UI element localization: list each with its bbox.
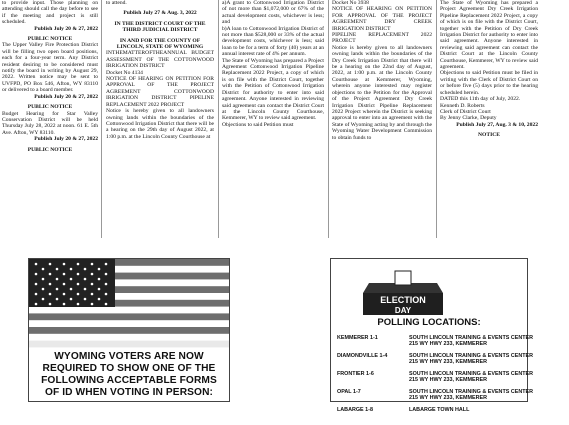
flag-star [84,278,87,281]
column-3 [222,0,324,238]
notice-heading: IN AND FOR THE COUNTY OF LINCOLN, STATE OF WYOMING [116,37,204,51]
publish-line: Publish July 20 & 27, 2022 [34,25,98,32]
notice-text: Clerk of District Court [440,108,491,115]
polling-address-line: 215 WY HWY 233, KEMMERER [409,377,487,384]
voter-id-line: REQUIRED TO SHOW ONE OF THE [42,363,216,374]
publish-line: Publish July 20 & 27, 2022 [34,93,98,100]
election-day-ad [330,258,533,413]
flag-star [35,303,38,306]
flag-star [98,278,101,281]
voter-id-message [29,351,229,399]
flag-star [70,288,73,291]
flag-stripe [29,313,229,320]
polling-address-line: 215 WY HWY 233, KEMMERER [409,359,487,366]
flag-star [63,263,66,266]
polling-row [337,407,519,425]
polling-address-line: 215 WY HWY 233, KEMMERER [409,341,487,348]
flag-star [105,293,108,296]
flag-star [70,268,73,271]
flag-icon [29,259,229,349]
polling-place: FRONTIER 1-6 [337,371,374,377]
notice-text: to attend. [106,0,127,6]
notice-text: DATED this 11th day of July, 2022. [440,96,521,103]
flag-star [49,283,52,286]
polling-row [337,389,533,407]
flag-star [49,273,52,276]
notice-text: Kenneth D. Roberts [440,102,485,109]
polling-place: KEMMERER 1-1 [337,335,378,341]
notice-text: Notice is hereby given to all landowners owning lands within the boundaries of the Dry Creek Irrigation District that there will be a hearing on the 22nd day of August, 2022, at 1:00 p.m. at the Lincoln County Courthouse at Kemmerer, Wyoming, wherein anyone interested may register objections to the Petition for the Approval of the Project Agreement Dry Creek Irrigation District Pipeline Replacement 2022 Project wherein the District is seeking approval to enter into an agreement with the State of Wyoming acting by and through the Wyoming Water Development Commission to obtain funds to [332,44,432,141]
polling-place: OPAL 1-7 [337,389,361,395]
column-rule [328,0,329,238]
flag-star [35,263,38,266]
polling-address-line: LABARGE TOWN HALL [409,407,470,413]
column-rule [101,0,102,238]
polling-title: POLLING LOCATIONS: [377,317,481,328]
notice-text: The State of Wyoming has prepared a Project Agreement Cottonwood Irrigation Pipeline Replacement 2022 Project, a copy of which is on file with the District Court, together with the Petition of Cottonwood Irrigation District for authority to enter into said agreement. Anyone interested in reviewing said agreement can contact the District Court at the Lincoln County Courthouse, Kemmerer, WY to review said agreement. [222,57,324,122]
flag-star [84,268,87,271]
logo-day-text: DAY [394,306,412,315]
notice-heading: PUBLIC NOTICE [27,104,73,111]
flag-star [77,283,80,286]
flag-star [56,288,59,291]
column-2 [106,0,214,238]
flag-star [84,288,87,291]
logo-election-text: ELECTION [380,295,426,305]
notice-heading: Publish July 27 & Aug. 3, 2022 [123,10,197,17]
notice-heading: NOTICE [477,132,501,139]
flag-star [105,303,108,306]
flag-star [56,298,59,301]
flag-star [91,293,94,296]
polling-address-line: SOUTH LINCOLN TRAINING & EVENTS CENTER [409,353,533,359]
american-flag-image [29,259,229,349]
flag-star [63,283,66,286]
notice-text: Notice is hereby given to all landowners owning lands within the boundaries of the Cottonwood Irrigation District that there will be a hearing on the 29th day of August 2022, at 1:00 p.m. at the Lincoln County Courthouse at [106,108,214,140]
notice-text: Docket No 3938 [332,0,369,6]
flag-star [105,273,108,276]
polling-address [409,407,569,413]
flag-star [91,273,94,276]
flag-stripe [29,327,229,334]
notice-text: Docket No 4134 [106,69,143,76]
flag-star [91,283,94,286]
publish-line: Publish July 20 & 27, 2022 [34,136,98,143]
flag-star [63,303,66,306]
notice-text: NOTICE OF HEARING ON PETITION FOR APPROVAL OF THE PROJECT AGREEMENT DRY CREEK IRRIGATION DISTRICT [332,6,432,32]
flag-star [105,263,108,266]
flag-star [56,268,59,271]
flag-star [98,288,101,291]
flag-star [42,288,45,291]
notice-heading: IN THE DISTRICT COURT OF THE THIRD JUDICIAL DISTRICT [114,20,206,34]
flag-star [77,303,80,306]
polling-address-line: SOUTH LINCOLN TRAINING & EVENTS CENTER [409,335,533,341]
publish-line: Publish July 27, Aug. 3 & 10, 2022 [456,121,538,128]
flag-star [70,298,73,301]
column-1 [2,0,98,238]
notice-text: b)A loan to Cottonwood Irrigation District of not more than $528,000 or 33% of the actual development costs, whichever is less; said loan to be for a term of forty (40) years at an annual interest rate of 4% per annum. [222,25,324,58]
column-rule [218,0,219,238]
flag-star [35,293,38,296]
flag-star [35,273,38,276]
flag-star [49,293,52,296]
notice-text: The State of Wyoming has prepared a Project Agreement Dry Creek Irrigation Pipeline Replacement 2022 Project, a copy of which is on file with the District Court, together with the Petition of Dry Creek Irrigation District for authority to enter into said agreement. Anyone interested in reviewing said agreement can contact the District Court at the Lincoln County Courthouse, Kemmerer, WY to review said agreement. [440,0,538,71]
flag-star [35,283,38,286]
notice-text: NOTICE OF HEARING ON PETITION FOR APPROVAL OF THE PROJECT AGREEMENT COTTONWOOD IRRIGATION DISTRICT PIPELINE REPLACEMENT 2022 PROJECT [106,76,214,108]
flag-star [98,268,101,271]
voter-id-line: WYOMING VOTERS ARE NOW [54,351,204,362]
notice-text: The Upper Valley Fire Protection District will be filling two open board positions, each for a four-year term. Any District resident desiring to be considered must notify the board in writing by August 29, 2022. Written notice may be sent to UVFPD, PO Box 546, Afton, WY 83110 or delivered to a board member. [2,42,98,94]
polling-address [409,353,569,365]
flag-star [42,298,45,301]
notice-heading: PUBLIC NOTICE [27,146,73,153]
voter-id-line: OF ID WHEN VOTING IN PERSON: [44,387,214,398]
notice-text: Budget Hearing for Star Valley Conservation District will be held Thursday July 28, 2022 at noon. 61 E. 5th Ave. Afton, WY 83110. [2,110,98,136]
column-4 [332,0,432,238]
polling-place: DIAMONDVILLE 1-4 [337,353,388,359]
polling-address [409,371,569,383]
flag-star [77,273,80,276]
polling-list [337,335,533,425]
flag-star [105,283,108,286]
column-rule [436,0,437,238]
flag-star [91,263,94,266]
notice-text: a)A grant to Cottonwood Irrigation District of not more than $1,072,000 or 67% of the actual development costs, whichever is less; and [222,0,324,26]
flag-star [91,303,94,306]
flag-star [56,278,59,281]
notice-text: to provide input. Those planning on attending should call the day before to see if the meeting and project is still scheduled. [2,0,98,26]
polling-row [337,371,533,389]
polling-address-line: SOUTH LINCOLN TRAINING & EVENTS CENTER [409,371,533,377]
notice-text: Objections to said Petition must be filed in writing with the Clerk of District Court on or before five (5) days prior to the hearing scheduled herein. [440,70,538,96]
flag-star [77,263,80,266]
voter-id-line: FOLLOWING ACCEPTABLE FORMS [41,375,217,386]
notice-text: PIPELINE REPLACEMENT 2022 PROJECT [332,32,432,45]
notice-text: INTHEMATTEROFTHEANNUAL BUDGET ASSESSMENT OF THE COTTONWOOD IRRIGATION DISTRICT [106,50,214,70]
polling-address [409,389,569,401]
polling-row [337,353,533,371]
ballot-box-icon [359,269,447,319]
polling-address [409,335,569,347]
flag-star [42,268,45,271]
column-5 [440,0,538,238]
voter-id-ad [28,258,230,402]
polling-address-line: 215 WY HWY 233, KEMMERER [409,395,487,402]
polling-place: LABARGE 1-8 [337,407,373,413]
notice-text: By Jenny Clarke, Deputy [440,115,497,122]
flag-star [63,293,66,296]
flag-star [42,278,45,281]
flag-star [70,278,73,281]
notice-text: Objections to said Petition must [222,121,294,128]
flag-star [98,298,101,301]
polling-address-line: SOUTH LINCOLN TRAINING & EVENTS CENTER [409,389,533,395]
flag-star [84,298,87,301]
flag-star [49,263,52,266]
notice-heading: PUBLIC NOTICE [27,36,73,43]
polling-row [337,335,533,353]
flag-star [49,303,52,306]
flag-star [77,293,80,296]
flag-star [63,273,66,276]
